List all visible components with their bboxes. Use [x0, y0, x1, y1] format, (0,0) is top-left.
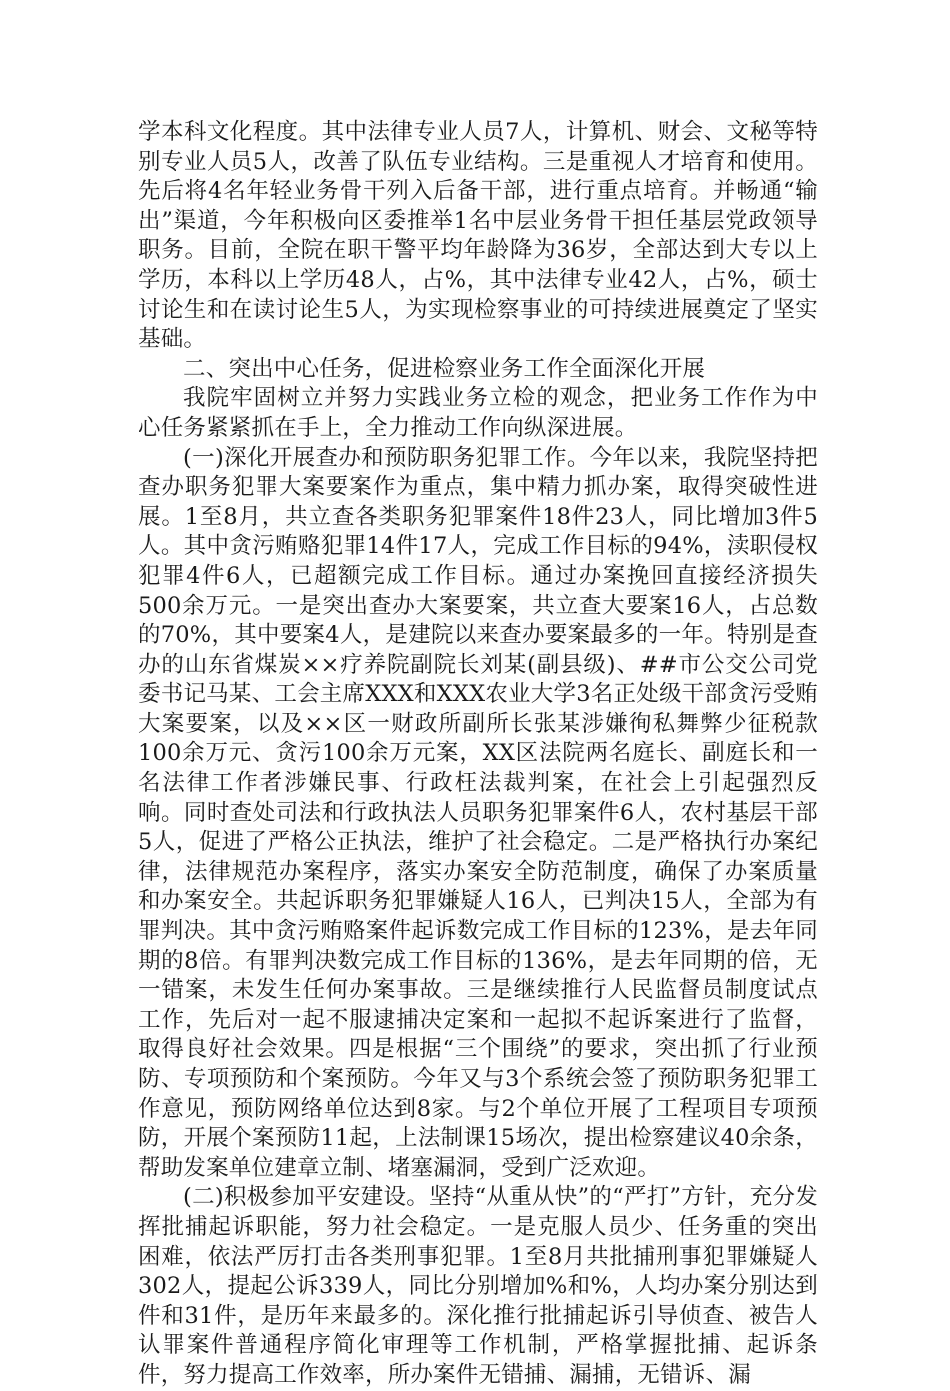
- paragraph-duty-crime: (一)深化开展查办和预防职务犯罪工作。今年以来，我院坚持把查办职务犯罪大案要案作为重点，集中精力抓办案，取得突破性进展。1至8月，共立查各类职务犯罪案件18件23人，同比增加3件5人。其中贪污贿赂犯罪14件17人，完成工作目标的94%，渎职侵权犯罪4件6人，已超额完成工作目标。通过办案挽回直接经济损失500余万元。一是突出查办大案要案，共立查大要案16人，占总数的70%，其中要案4人，是建院以来查办要案最多的一年。特别是查办的山东省煤炭××疗养院副院长刘某(副县级)、##市公交公司党委书记马某、工会主席XXX和XXX农业大学3名正处级干部贪污受贿大案要案，以及××区一财政所副所长张某涉嫌徇私舞弊少征税款100余万元、贪污100余万元案，XX区法院两名庭长、副庭长和一名法律工作者涉嫌民事、行政枉法裁判案，在社会上引起强烈反响。同时查处司法和行政执法人员职务犯罪案件6人，农村基层干部5人，促进了严格公正执法，维护了社会稳定。二是严格执行办案纪律，法律规范办案程序，落实办案安全防范制度，确保了办案质量和办案安全。共起诉职务犯罪嫌疑人16人，已判决15人，全部为有罪判决。其中贪污贿赂案件起诉数完成工作目标的123%，是去年同期的8倍。有罪判决数完成工作目标的136%，是去年同期的倍，无一错案，未发生任何办案事故。三是继续推行人民监督员制度试点工作，先后对一起不服逮捕决定案和一起拟不起诉案进行了监督，取得良好社会效果。四是根据“三个围绕”的要求，突出抓了行业预防、专项预防和个案预防。今年又与3个系统会签了预防职务犯罪工作意见，预防网络单位达到8家。与2个单位开展了工程项目专项预防，开展个案预防11起，上法制课15场次，提出检察建议40余条，帮助发案单位建章立制、堵塞漏洞，受到广泛欢迎。: [138, 444, 818, 1181]
- section-heading-2: 二、突出中心任务，促进检察业务工作全面深化开展: [183, 355, 706, 382]
- paragraph-team-structure: 学本科文化程度。其中法律专业人员7人，计算机、财会、文秘等特别专业人员5人，改善了队伍专业结构。三是重视人才培育和使用。先后将4名年轻业务骨干列入后备干部，进行重点培育。并畅通“输出”渠道，今年积极向区委推举1名中层业务骨干担任基层党政领导职务。目前，全院在职干警平均年龄降为36岁，全部达到大专以上学历，本科以上学历48人，占%，其中法律专业42人，占%，硕士讨论生和在读讨论生5人，为实现检察事业的可持续进展奠定了坚实基础。: [138, 119, 818, 353]
- document-body: [138, 118, 818, 1391]
- paragraph-peace-building: (二)积极参加平安建设。坚持“从重从快”的“严打”方针，充分发挥批捕起诉职能，努力社会稳定。一是克服人员少、任务重的突出困难，依法严厉打击各类刑事犯罪。1至8月共批捕刑事犯罪嫌疑人302人，提起公诉339人，同比分别增加%和%，人均办案分别达到件和31件，是历年来最多的。深化推行批捕起诉引导侦查、被告人认罪案件普通程序简化审理等工作机制，严格掌握批捕、起诉条件，努力提高工作效率，所办案件无错捕、漏捕，无错诉、漏: [138, 1184, 818, 1388]
- paragraph-business-concept: 我院牢固树立并努力实践业务立检的观念，把业务工作作为中心任务紧紧抓在手上，全力推动工作向纵深进展。: [138, 385, 818, 441]
